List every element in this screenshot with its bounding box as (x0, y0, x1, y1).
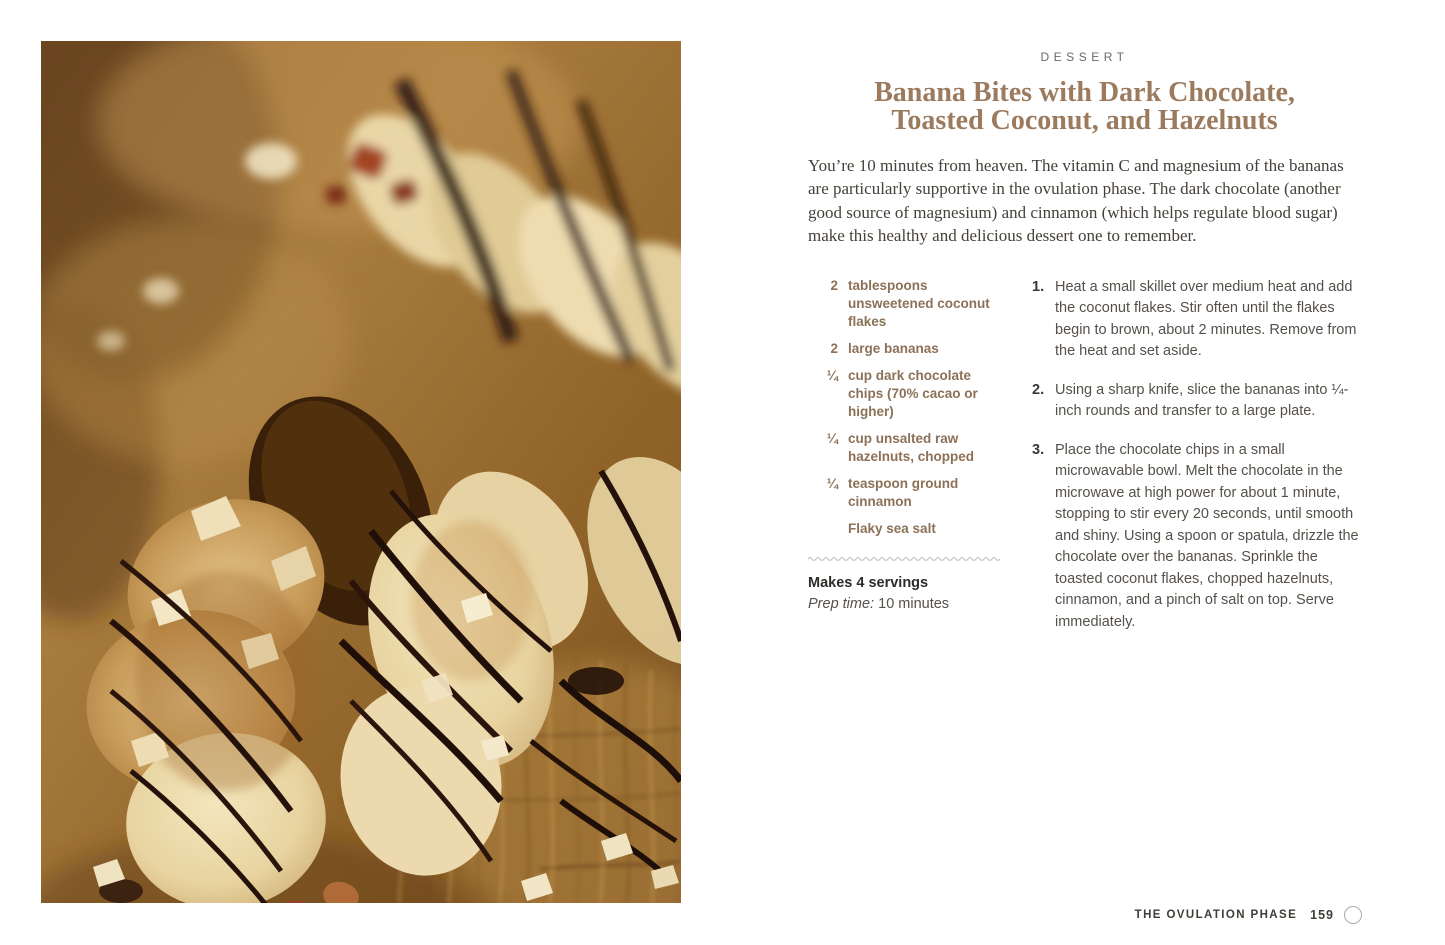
recipe-title (808, 79, 1361, 135)
recipe-title-line-1: Banana Bites with Dark Chocolate, (874, 77, 1295, 108)
ingredient-item (808, 520, 1006, 538)
instruction-step (1032, 380, 1361, 423)
prep-time-value: 10 minutes (878, 595, 950, 612)
recipe-photo (41, 41, 681, 903)
phase-circle-icon (1344, 906, 1362, 924)
banana-bites-photo-illustration (41, 41, 681, 903)
ingredient-item (808, 277, 1006, 331)
instruction-step (1032, 277, 1361, 363)
ingredient-quantity: ¼ (826, 475, 838, 491)
ingredient-quantity: ¼ (826, 367, 838, 383)
step-number: 1. (1032, 278, 1045, 295)
ingredient-item (808, 475, 1006, 511)
step-text: Using a sharp knife, slice the bananas into ¼-inch rounds and transfer to a large plate. (1055, 381, 1349, 420)
ingredient-quantity: 2 (830, 340, 838, 356)
recipe-title-line-2: Toasted Coconut, and Hazelnuts (891, 105, 1278, 136)
ingredient-text: large bananas (848, 340, 939, 356)
instruction-step (1032, 440, 1361, 634)
page-footer (1135, 906, 1362, 924)
ingredient-list (808, 277, 1006, 651)
ingredient-text: cup unsalted raw hazelnuts, chopped (848, 430, 975, 464)
ingredient-quantity: ¼ (826, 430, 838, 446)
ingredient-text: cup dark chocolate chips (70% cacao or higher) (848, 367, 978, 419)
page-number: 159 (1310, 908, 1334, 922)
ingredient-quantity: 2 (830, 277, 838, 293)
prep-time (808, 596, 1006, 612)
step-number: 3. (1032, 441, 1045, 458)
prep-time-label: Prep time: (808, 595, 875, 612)
ingredient-text: tablespoons unsweetened coconut flakes (848, 277, 990, 329)
instruction-list (1032, 277, 1361, 651)
step-text: Heat a small skillet over medium heat and add the coconut flakes. Stir often until the flakes begin to brown, about 2 minutes. Remove from the heat and set aside. (1055, 278, 1357, 360)
ingredient-item (808, 367, 1006, 421)
recipe-page (808, 50, 1361, 650)
wavy-divider (808, 556, 1006, 562)
ingredient-text: Flaky sea salt (848, 520, 936, 536)
ingredient-text: teaspoon ground cinnamon (848, 475, 959, 509)
recipe-body (808, 277, 1361, 651)
recipe-intro: You’re 10 minutes from heaven. The vitamin C and magnesium of the bananas are particularly supportive in the ovulation phase. The dark chocolate (another good source of magnesium) and cinnamon (which helps regulate blood sugar) make this healthy and delicious dessert one to remember. (808, 155, 1344, 246)
ingredient-item (808, 340, 1006, 358)
footer-section-title: THE OVULATION PHASE (1134, 909, 1298, 921)
step-text: Place the chocolate chips in a small microwavable bowl. Melt the chocolate in the microwave at high power for about 1 minute, stopping to stir every 20 seconds, until smooth and shiny. Using a spoon or spatula, drizzle the chocolate over the bananas. Sprinkle the toasted coconut flakes, chopped hazelnuts, cinnamon, and a pinch of salt on top. Serve immediately. (1055, 441, 1359, 630)
ingredient-quantity (808, 520, 848, 538)
step-number: 2. (1032, 381, 1045, 398)
servings-text: Makes 4 servings (808, 574, 929, 591)
category-label: DESSERT (1040, 50, 1129, 64)
ingredient-item (808, 430, 1006, 466)
